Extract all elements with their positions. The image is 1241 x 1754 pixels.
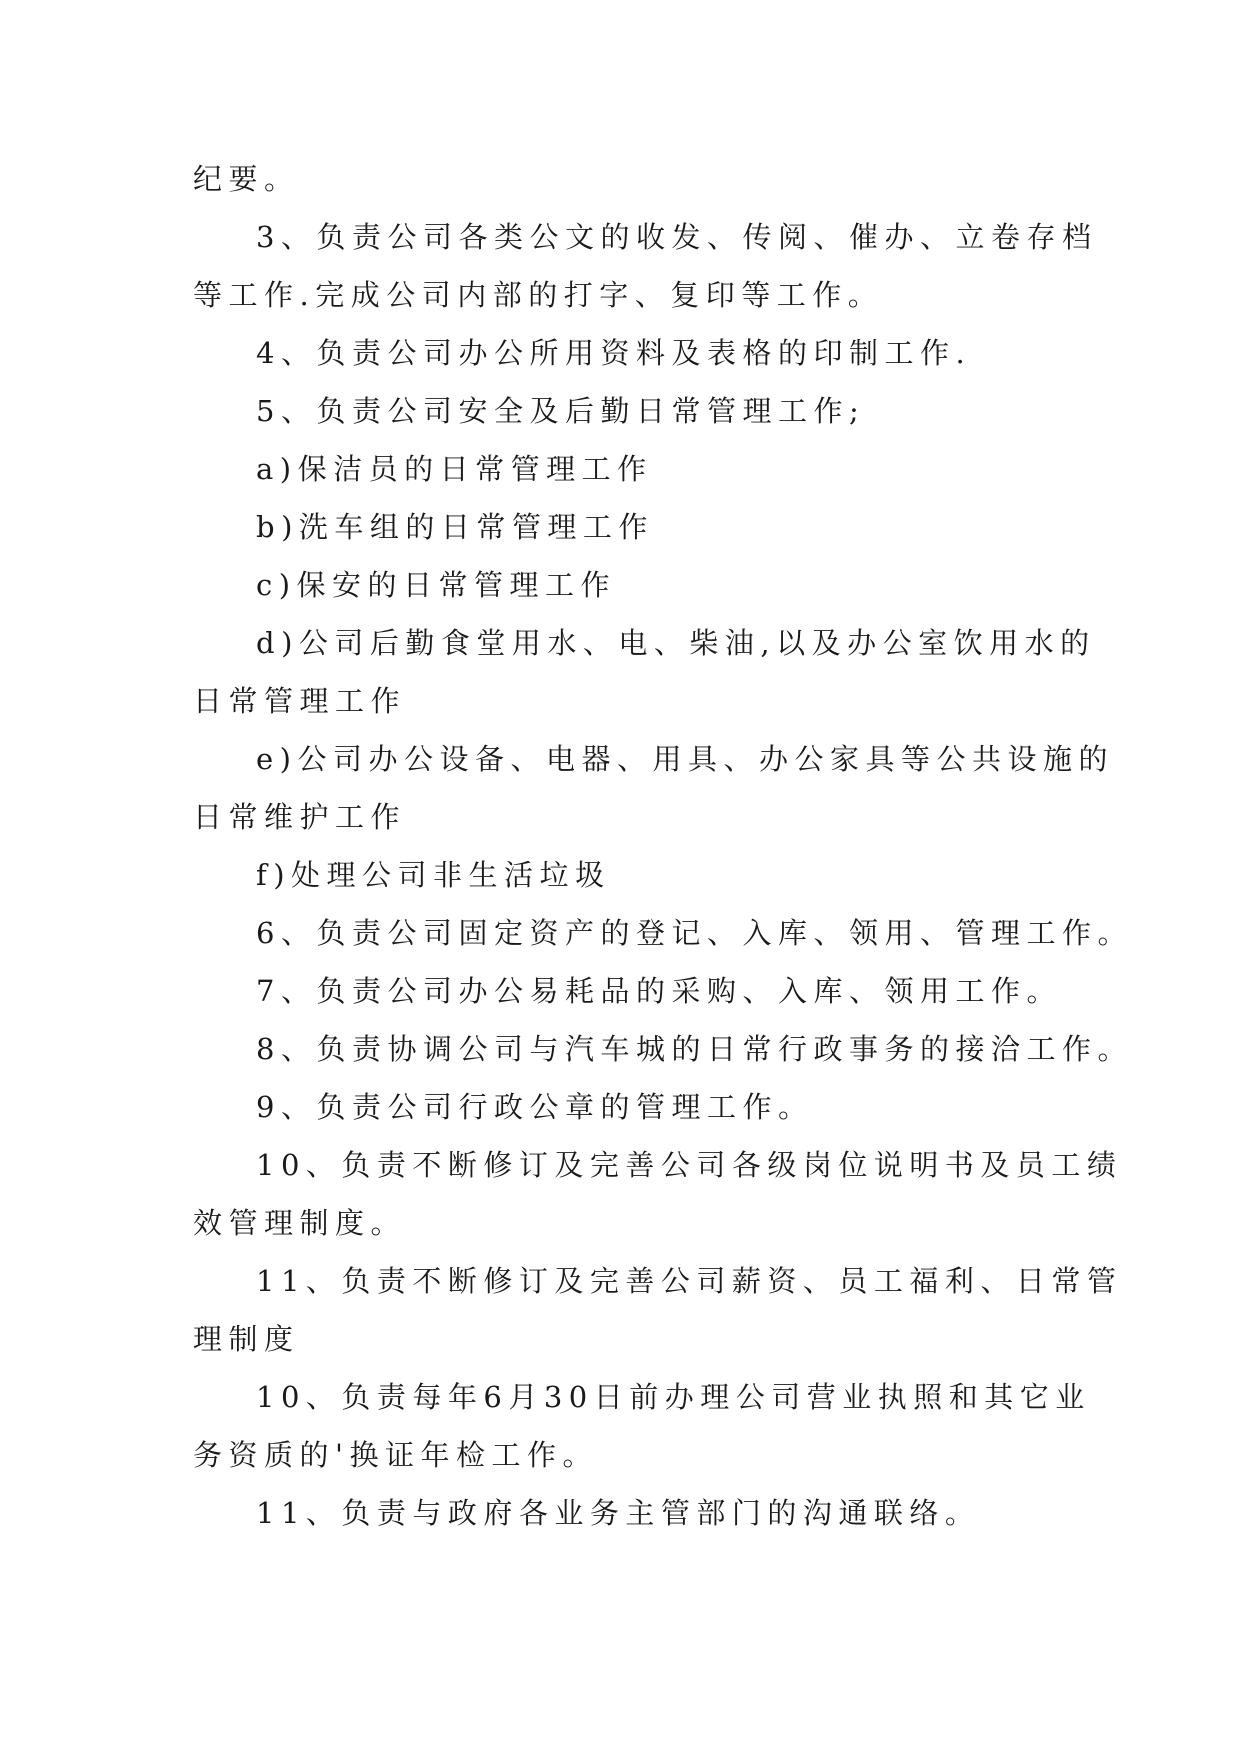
text-line: c)保安的日常管理工作: [256, 568, 617, 602]
text-line: 6、负责公司固定资产的登记、入库、领用、管理工作。: [256, 916, 1133, 950]
text-line: 8、负责协调公司与汽车城的日常行政事务的接洽工作。: [256, 1032, 1133, 1066]
text-line: 5、负责公司安全及后勤日常管理工作;: [256, 394, 866, 428]
text-line: 3、负责公司各类公文的收发、传阅、催办、立卷存档: [256, 220, 1098, 254]
text-line: 11、负责与政府各业务主管部门的沟通联络。: [256, 1496, 981, 1530]
text-line: 10、负责不断修订及完善公司各级岗位说明书及员工绩: [256, 1148, 1123, 1182]
text-line: 等工作.完成公司内部的打字、复印等工作。: [193, 278, 884, 312]
text-line: 效管理制度。: [193, 1206, 407, 1240]
text-line: 理制度: [193, 1322, 300, 1356]
text-line: 11、负责不断修订及完善公司薪资、员工福利、日常管: [256, 1264, 1123, 1298]
text-line: 纪要。: [193, 162, 300, 196]
text-line: 日常维护工作: [193, 800, 407, 834]
text-line: 日常管理工作: [193, 684, 407, 718]
text-line: 9、负责公司行政公章的管理工作。: [256, 1090, 814, 1124]
text-line: b)洗车组的日常管理工作: [256, 510, 654, 544]
text-line: 10、负责每年6月30日前办理公司营业执照和其它业: [256, 1380, 1091, 1414]
text-line: 7、负责公司办公易耗品的采购、入库、领用工作。: [256, 974, 1062, 1008]
text-line: d)公司后勤食堂用水、电、柴油,以及办公室饮用水的: [256, 626, 1096, 660]
text-line: f)处理公司非生活垃圾: [256, 858, 611, 892]
text-line: 务资质的'换证年检工作。: [193, 1438, 598, 1472]
document-page: [193, 150, 1133, 1542]
text-line: e)公司办公设备、电器、用具、办公家具等公共设施的: [256, 742, 1114, 776]
text-line: a)保洁员的日常管理工作: [256, 452, 653, 486]
text-line: 4、负责公司办公所用资料及表格的印制工作.: [256, 336, 972, 370]
